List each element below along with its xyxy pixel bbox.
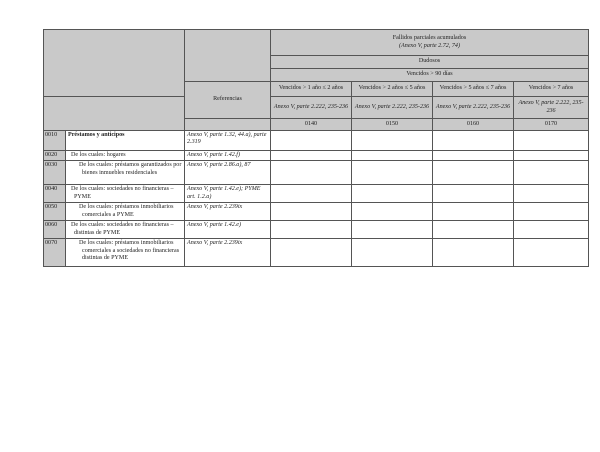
data-cell[interactable]: [352, 151, 433, 161]
data-table: [43, 29, 589, 267]
data-cell[interactable]: [433, 151, 514, 161]
row-reference: Anexo V, parte 2.239ix: [185, 203, 271, 221]
data-cell[interactable]: [352, 221, 433, 239]
table-row: [44, 221, 589, 239]
data-cell[interactable]: [433, 131, 514, 151]
row-label: Préstamos y anticipos: [66, 131, 185, 151]
references-header: Referencias: [185, 82, 271, 119]
row-code: 0060: [44, 221, 66, 239]
vencidos-header: Vencidos > 90 días: [271, 69, 589, 82]
row-label-text: De los cuales: sociedades no financieras – distintas de PYME: [71, 222, 174, 236]
table-row: [44, 161, 589, 185]
column-header-0140: Vencidos > 1 año ≤ 2 años: [271, 82, 352, 97]
data-cell[interactable]: [352, 131, 433, 151]
table-row: [44, 151, 589, 161]
data-cell[interactable]: [271, 185, 352, 203]
data-cell[interactable]: [514, 161, 589, 185]
table-row: [44, 131, 589, 151]
code-row-blank: [185, 119, 271, 131]
column-ref-0140: Anexo V, parte 2.222, 235-236: [271, 97, 352, 119]
table-row: [44, 239, 589, 267]
data-cell[interactable]: [433, 221, 514, 239]
column-ref-0160: Anexo V, parte 2.222, 235-236: [433, 97, 514, 119]
row-label-text: De los cuales: préstamos garantizados por bienes inmuebles residenciales: [79, 162, 182, 176]
row-reference: Anexo V, parte 1.42.e); PYME art. 1.2.a): [185, 185, 271, 203]
data-cell[interactable]: [271, 131, 352, 151]
row-reference: Anexo V, parte 1.42.e): [185, 221, 271, 239]
group-header: [271, 30, 589, 56]
column-header-0150: Vencidos > 2 años ≤ 5 años: [352, 82, 433, 97]
row-label-text: De los cuales: préstamos inmobiliarios comerciales a sociedades no financieras distintas de PYME: [79, 240, 180, 261]
column-code-0170: 0170: [514, 119, 589, 131]
data-cell[interactable]: [271, 151, 352, 161]
column-code-0160: 0160: [433, 119, 514, 131]
row-label: [66, 161, 185, 185]
references-header-blank: [185, 30, 271, 82]
table-row: [44, 203, 589, 221]
row-label-text: De los cuales: hogares: [71, 152, 126, 158]
row-label: [66, 203, 185, 221]
data-cell[interactable]: [271, 161, 352, 185]
column-header-0160: Vencidos > 5 años ≤ 7 años: [433, 82, 514, 97]
data-cell[interactable]: [271, 221, 352, 239]
header-corner: [44, 30, 185, 97]
data-cell[interactable]: [514, 239, 589, 267]
data-cell[interactable]: [433, 161, 514, 185]
group-title: Fallidos parciales acumulados: [392, 35, 467, 42]
data-cell[interactable]: [271, 203, 352, 221]
column-ref-0170: Anexo V, parte 2.222, 235-236: [514, 97, 589, 119]
row-code: 0030: [44, 161, 66, 185]
data-cell[interactable]: [514, 151, 589, 161]
data-cell[interactable]: [514, 131, 589, 151]
row-label-text: De los cuales: préstamos inmobiliarios comerciales a PYME: [79, 204, 174, 218]
row-reference: Anexo V, parte 1.42.f): [185, 151, 271, 161]
row-label-text: De los cuales: sociedades no financieras – PYME: [71, 186, 174, 200]
row-label: [66, 151, 185, 161]
row-code: 0070: [44, 239, 66, 267]
column-code-0140: 0140: [271, 119, 352, 131]
row-label: [66, 221, 185, 239]
row-code: 0050: [44, 203, 66, 221]
header-corner-lower: [44, 97, 185, 131]
data-cell[interactable]: [352, 239, 433, 267]
data-cell[interactable]: [352, 203, 433, 221]
data-cell[interactable]: [352, 161, 433, 185]
column-header-0170: Vencidos > 7 años: [514, 82, 589, 97]
row-code: 0010: [44, 131, 66, 151]
row-reference: Anexo V, parte 2.86.a), 87: [185, 161, 271, 185]
data-cell[interactable]: [271, 239, 352, 267]
data-cell[interactable]: [514, 203, 589, 221]
column-code-0150: 0150: [352, 119, 433, 131]
row-label: [66, 185, 185, 203]
column-ref-0150: Anexo V, parte 2.222, 235-236: [352, 97, 433, 119]
row-reference: Anexo V, parte 1.32, 44.a), parte 2.319: [185, 131, 271, 151]
data-cell[interactable]: [352, 185, 433, 203]
data-cell[interactable]: [514, 221, 589, 239]
group-subtitle: (Anexo V, parte 2.72, 74): [399, 42, 460, 49]
dudosos-header: Dudosos: [271, 56, 589, 69]
row-code: 0020: [44, 151, 66, 161]
row-code: 0040: [44, 185, 66, 203]
data-cell[interactable]: [514, 185, 589, 203]
data-cell[interactable]: [433, 239, 514, 267]
data-cell[interactable]: [433, 203, 514, 221]
data-cell[interactable]: [433, 185, 514, 203]
table-row: [44, 185, 589, 203]
row-label: [66, 239, 185, 267]
row-reference: Anexo V, parte 2.239ix: [185, 239, 271, 267]
